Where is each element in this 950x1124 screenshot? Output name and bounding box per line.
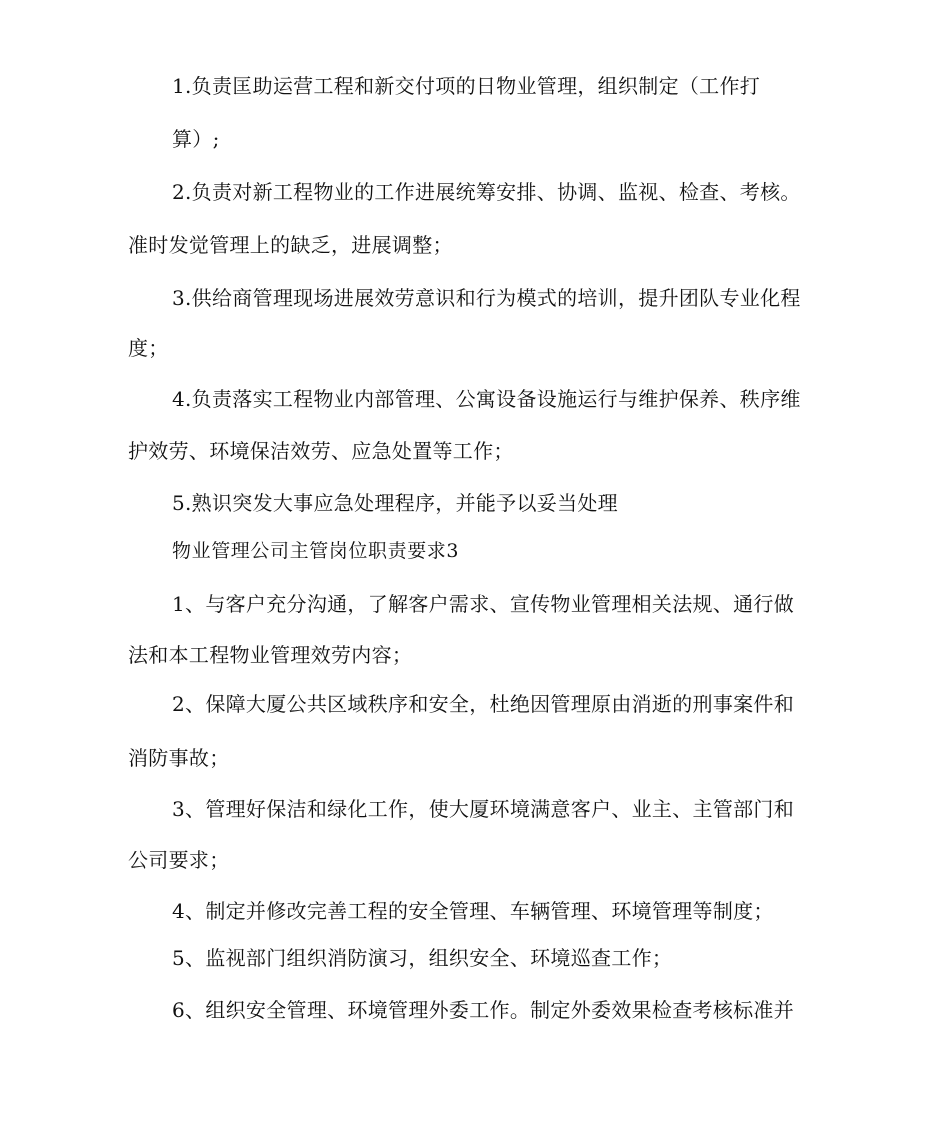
duty-2-line-2: 准时发觉管理上的缺乏，进展调整； bbox=[128, 233, 453, 257]
req-4-line-1: 4、制定并修改完善工程的安全管理、车辆管理、环境管理等制度； bbox=[172, 899, 774, 923]
req-1-line-1: 1、与客户充分沟通，了解客户需求、宣传物业管理相关法规、通行做 bbox=[172, 592, 795, 616]
duty-3-line-1: 3.供给商管理现场进展效劳意识和行为模式的培训，提升团队专业化程 bbox=[172, 286, 801, 310]
duty-3-line-2: 度； bbox=[128, 336, 169, 360]
duty-2-line-1: 2.负责对新工程物业的工作进展统筹安排、协调、监视、检查、考核。 bbox=[172, 180, 801, 204]
req-5-line-1: 5、监视部门组织消防演习，组织安全、环境巡查工作； bbox=[172, 946, 673, 970]
duty-1-line-1: 1.负责匡助运营工程和新交付项的日物业管理，组织制定（工作打 bbox=[172, 74, 761, 98]
req-2-line-2: 消防事故； bbox=[128, 746, 230, 770]
req-6-line-1: 6、组织安全管理、环境管理外委工作。制定外委效果检查考核标准并 bbox=[172, 998, 795, 1022]
section-heading: 物业管理公司主管岗位职责要求3 bbox=[172, 540, 460, 562]
duty-5-line-1: 5.熟识突发大事应急处理程序，并能予以妥当处理 bbox=[172, 491, 618, 515]
req-3-line-1: 3、管理好保洁和绿化工作，使大厦环境满意客户、业主、主管部门和 bbox=[172, 797, 795, 821]
duty-4-line-1: 4.负责落实工程物业内部管理、公寓设备设施运行与维护保养、秩序维 bbox=[172, 387, 801, 411]
duty-4-line-2: 护效劳、环境保洁效劳、应急处置等工作； bbox=[128, 439, 514, 463]
req-2-line-1: 2、保障大厦公共区域秩序和安全，杜绝因管理原由消逝的刑事案件和 bbox=[172, 692, 795, 716]
req-1-line-2: 法和本工程物业管理效劳内容； bbox=[128, 643, 413, 667]
req-3-line-2: 公司要求； bbox=[128, 848, 230, 872]
duty-1-line-2: 算）; bbox=[172, 127, 220, 151]
